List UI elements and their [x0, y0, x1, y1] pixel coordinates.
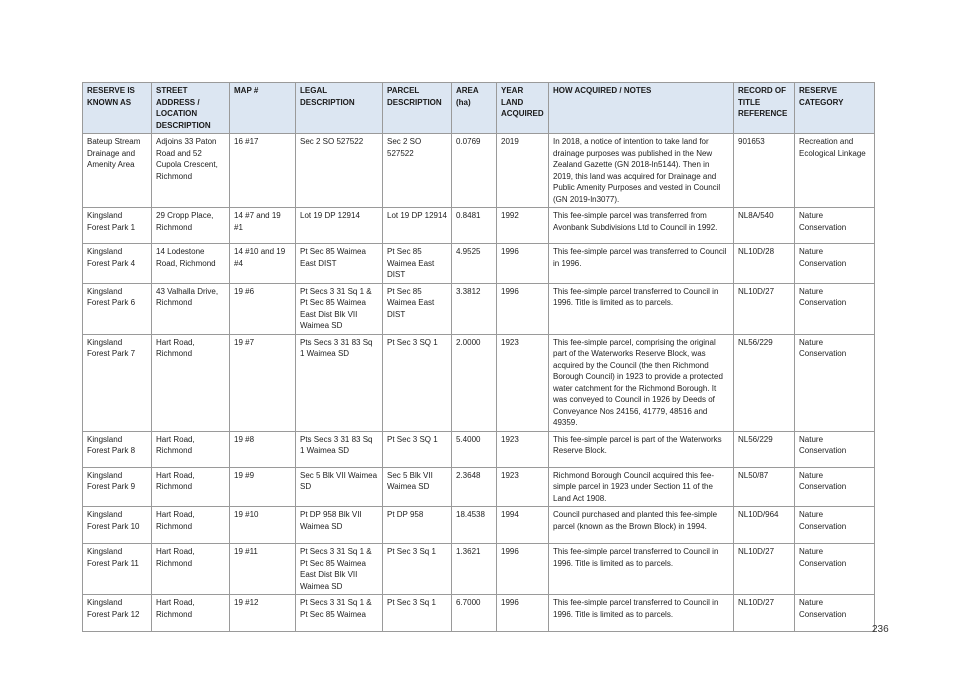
- cell-parcel: Pt Sec 3 SQ 1: [383, 431, 452, 467]
- table-row: [83, 467, 875, 507]
- header-map: MAP #: [230, 83, 296, 134]
- header-notes: HOW ACQUIRED / NOTES: [549, 83, 734, 134]
- cell-reserve: Kingsland Forest Park 8: [83, 431, 152, 467]
- cell-title-ref: NL10D/27: [734, 283, 795, 334]
- cell-reserve: Kingsland Forest Park 9: [83, 467, 152, 507]
- cell-address: Adjoins 33 Paton Road and 52 Cupola Crescent, Richmond: [152, 134, 230, 208]
- cell-legal: Lot 19 DP 12914: [296, 208, 383, 244]
- cell-category: Nature Conservation: [795, 431, 875, 467]
- table-row: [83, 134, 875, 208]
- cell-year: 1923: [497, 334, 549, 431]
- cell-parcel: Pt Sec 3 Sq 1: [383, 595, 452, 632]
- cell-reserve: Bateup Stream Drainage and Amenity Area: [83, 134, 152, 208]
- cell-map: 14 #7 and 19 #1: [230, 208, 296, 244]
- cell-category: Nature Conservation: [795, 507, 875, 544]
- cell-area: 4.9525: [452, 244, 497, 284]
- cell-notes: Council purchased and planted this fee-simple parcel (known as the Brown Block) in 1994.: [549, 507, 734, 544]
- cell-area: 0.8481: [452, 208, 497, 244]
- cell-legal: Pt DP 958 Blk VII Waimea SD: [296, 507, 383, 544]
- table-row: [83, 334, 875, 431]
- cell-title-ref: NL56/229: [734, 431, 795, 467]
- cell-notes: This fee-simple parcel transferred to Council in 1996. Title is limited as to parcels.: [549, 283, 734, 334]
- table-row: [83, 507, 875, 544]
- table-row: [83, 431, 875, 467]
- cell-notes: This fee-simple parcel transferred to Council in 1996. Title is limited as to parcels.: [549, 544, 734, 595]
- cell-year: 1996: [497, 283, 549, 334]
- cell-category: Nature Conservation: [795, 467, 875, 507]
- cell-year: 1992: [497, 208, 549, 244]
- cell-reserve: Kingsland Forest Park 12: [83, 595, 152, 632]
- header-title-ref: RECORD OF TITLE REFERENCE: [734, 83, 795, 134]
- cell-address: 43 Valhalla Drive, Richmond: [152, 283, 230, 334]
- table-row: [83, 208, 875, 244]
- cell-parcel: Pt Sec 3 SQ 1: [383, 334, 452, 431]
- cell-notes: This fee-simple parcel was transferred to Council in 1996.: [549, 244, 734, 284]
- cell-title-ref: NL10D/964: [734, 507, 795, 544]
- cell-notes: This fee-simple parcel transferred to Council in 1996. Title is limited as to parcels.: [549, 595, 734, 632]
- cell-area: 3.3812: [452, 283, 497, 334]
- cell-area: 5.4000: [452, 431, 497, 467]
- cell-reserve: Kingsland Forest Park 11: [83, 544, 152, 595]
- header-category: RESERVE CATEGORY: [795, 83, 875, 134]
- cell-title-ref: NL56/229: [734, 334, 795, 431]
- cell-title-ref: 901653: [734, 134, 795, 208]
- cell-notes: This fee-simple parcel is part of the Waterworks Reserve Block.: [549, 431, 734, 467]
- header-parcel: PARCEL DESCRIPTION: [383, 83, 452, 134]
- header-row: [83, 83, 875, 134]
- header-reserve: RESERVE IS KNOWN AS: [83, 83, 152, 134]
- cell-legal: Sec 5 Blk VII Waimea SD: [296, 467, 383, 507]
- cell-parcel: Pt Sec 85 Waimea East DIST: [383, 244, 452, 284]
- cell-year: 1923: [497, 467, 549, 507]
- cell-parcel: Sec 2 SO 527522: [383, 134, 452, 208]
- cell-reserve: Kingsland Forest Park 4: [83, 244, 152, 284]
- table-row: [83, 595, 875, 632]
- cell-map: 19 #8: [230, 431, 296, 467]
- cell-map: 19 #10: [230, 507, 296, 544]
- header-legal: LEGAL DESCRIPTION: [296, 83, 383, 134]
- cell-address: 14 Lodestone Road, Richmond: [152, 244, 230, 284]
- cell-parcel: Sec 5 Blk VII Waimea SD: [383, 467, 452, 507]
- cell-address: Hart Road, Richmond: [152, 467, 230, 507]
- cell-parcel: Pt DP 958: [383, 507, 452, 544]
- cell-year: 1996: [497, 544, 549, 595]
- cell-legal: Pt Secs 3 31 Sq 1 & Pt Sec 85 Waimea East Dist Blk VII Waimea SD: [296, 544, 383, 595]
- cell-area: 18.4538: [452, 507, 497, 544]
- cell-address: Hart Road, Richmond: [152, 544, 230, 595]
- cell-area: 0.0769: [452, 134, 497, 208]
- cell-notes: Richmond Borough Council acquired this fee-simple parcel in 1923 under Section 11 of the Land Act 1908.: [549, 467, 734, 507]
- cell-parcel: Lot 19 DP 12914: [383, 208, 452, 244]
- cell-notes: In 2018, a notice of intention to take land for drainage purposes was published in the New Zealand Gazette (GN 2018-ln5144). Then in 2019, this land was acquired for Drainage and Public Amenity Purposes and vested in Council (GN 2019-ln3077).: [549, 134, 734, 208]
- page-number: 236: [872, 624, 889, 635]
- cell-map: 19 #7: [230, 334, 296, 431]
- cell-map: 19 #9: [230, 467, 296, 507]
- cell-reserve: Kingsland Forest Park 10: [83, 507, 152, 544]
- cell-reserve: Kingsland Forest Park 6: [83, 283, 152, 334]
- cell-category: Nature Conservation: [795, 283, 875, 334]
- cell-notes: This fee-simple parcel, comprising the original part of the Waterworks Reserve Block, was acquired by the Council (the then Richmond Borough Council) in 1923 to provide a protected water catchment for the Richmond Borough. It was conveyed to Council in 1926 by Deeds of Conveyance Nos 24156, 41779, 48516 and 49359.: [549, 334, 734, 431]
- cell-map: 19 #12: [230, 595, 296, 632]
- cell-address: Hart Road, Richmond: [152, 431, 230, 467]
- cell-title-ref: NL10D/27: [734, 544, 795, 595]
- cell-category: Nature Conservation: [795, 208, 875, 244]
- cell-address: Hart Road, Richmond: [152, 507, 230, 544]
- cell-map: 14 #10 and 19 #4: [230, 244, 296, 284]
- cell-notes: This fee-simple parcel was transferred from Avonbank Subdivisions Ltd to Council in 1992.: [549, 208, 734, 244]
- cell-category: Nature Conservation: [795, 244, 875, 284]
- cell-address: 29 Cropp Place, Richmond: [152, 208, 230, 244]
- cell-title-ref: NL10D/28: [734, 244, 795, 284]
- cell-map: 19 #11: [230, 544, 296, 595]
- header-year: YEAR LAND ACQUIRED: [497, 83, 549, 134]
- cell-category: Recreation and Ecological Linkage: [795, 134, 875, 208]
- cell-title-ref: NL8A/540: [734, 208, 795, 244]
- reserves-table: [82, 82, 875, 632]
- table-body: [83, 134, 875, 632]
- cell-area: 2.0000: [452, 334, 497, 431]
- cell-title-ref: NL50/87: [734, 467, 795, 507]
- cell-year: 1996: [497, 244, 549, 284]
- table-row: [83, 283, 875, 334]
- header-address: STREET ADDRESS / LOCATION DESCRIPTION: [152, 83, 230, 134]
- cell-category: Nature Conservation: [795, 595, 875, 632]
- cell-parcel: Pt Sec 85 Waimea East DIST: [383, 283, 452, 334]
- cell-legal: Pts Secs 3 31 83 Sq 1 Waimea SD: [296, 334, 383, 431]
- cell-title-ref: NL10D/27: [734, 595, 795, 632]
- cell-year: 1996: [497, 595, 549, 632]
- cell-legal: Pt Sec 85 Waimea East DIST: [296, 244, 383, 284]
- cell-area: 1.3621: [452, 544, 497, 595]
- cell-reserve: Kingsland Forest Park 7: [83, 334, 152, 431]
- cell-map: 16 #17: [230, 134, 296, 208]
- cell-category: Nature Conservation: [795, 334, 875, 431]
- cell-year: 2019: [497, 134, 549, 208]
- cell-address: Hart Road, Richmond: [152, 595, 230, 632]
- cell-category: Nature Conservation: [795, 544, 875, 595]
- cell-legal: Pt Secs 3 31 Sq 1 & Pt Sec 85 Waimea East Dist Blk VII Waimea SD: [296, 283, 383, 334]
- cell-area: 6.7000: [452, 595, 497, 632]
- table-row: [83, 244, 875, 284]
- header-area: AREA (ha): [452, 83, 497, 134]
- table-row: [83, 544, 875, 595]
- cell-legal: Pts Secs 3 31 83 Sq 1 Waimea SD: [296, 431, 383, 467]
- cell-legal: Sec 2 SO 527522: [296, 134, 383, 208]
- cell-address: Hart Road, Richmond: [152, 334, 230, 431]
- cell-year: 1923: [497, 431, 549, 467]
- cell-parcel: Pt Sec 3 Sq 1: [383, 544, 452, 595]
- cell-legal: Pt Secs 3 31 Sq 1 & Pt Sec 85 Waimea: [296, 595, 383, 632]
- cell-year: 1994: [497, 507, 549, 544]
- cell-area: 2.3648: [452, 467, 497, 507]
- cell-reserve: Kingsland Forest Park 1: [83, 208, 152, 244]
- cell-map: 19 #6: [230, 283, 296, 334]
